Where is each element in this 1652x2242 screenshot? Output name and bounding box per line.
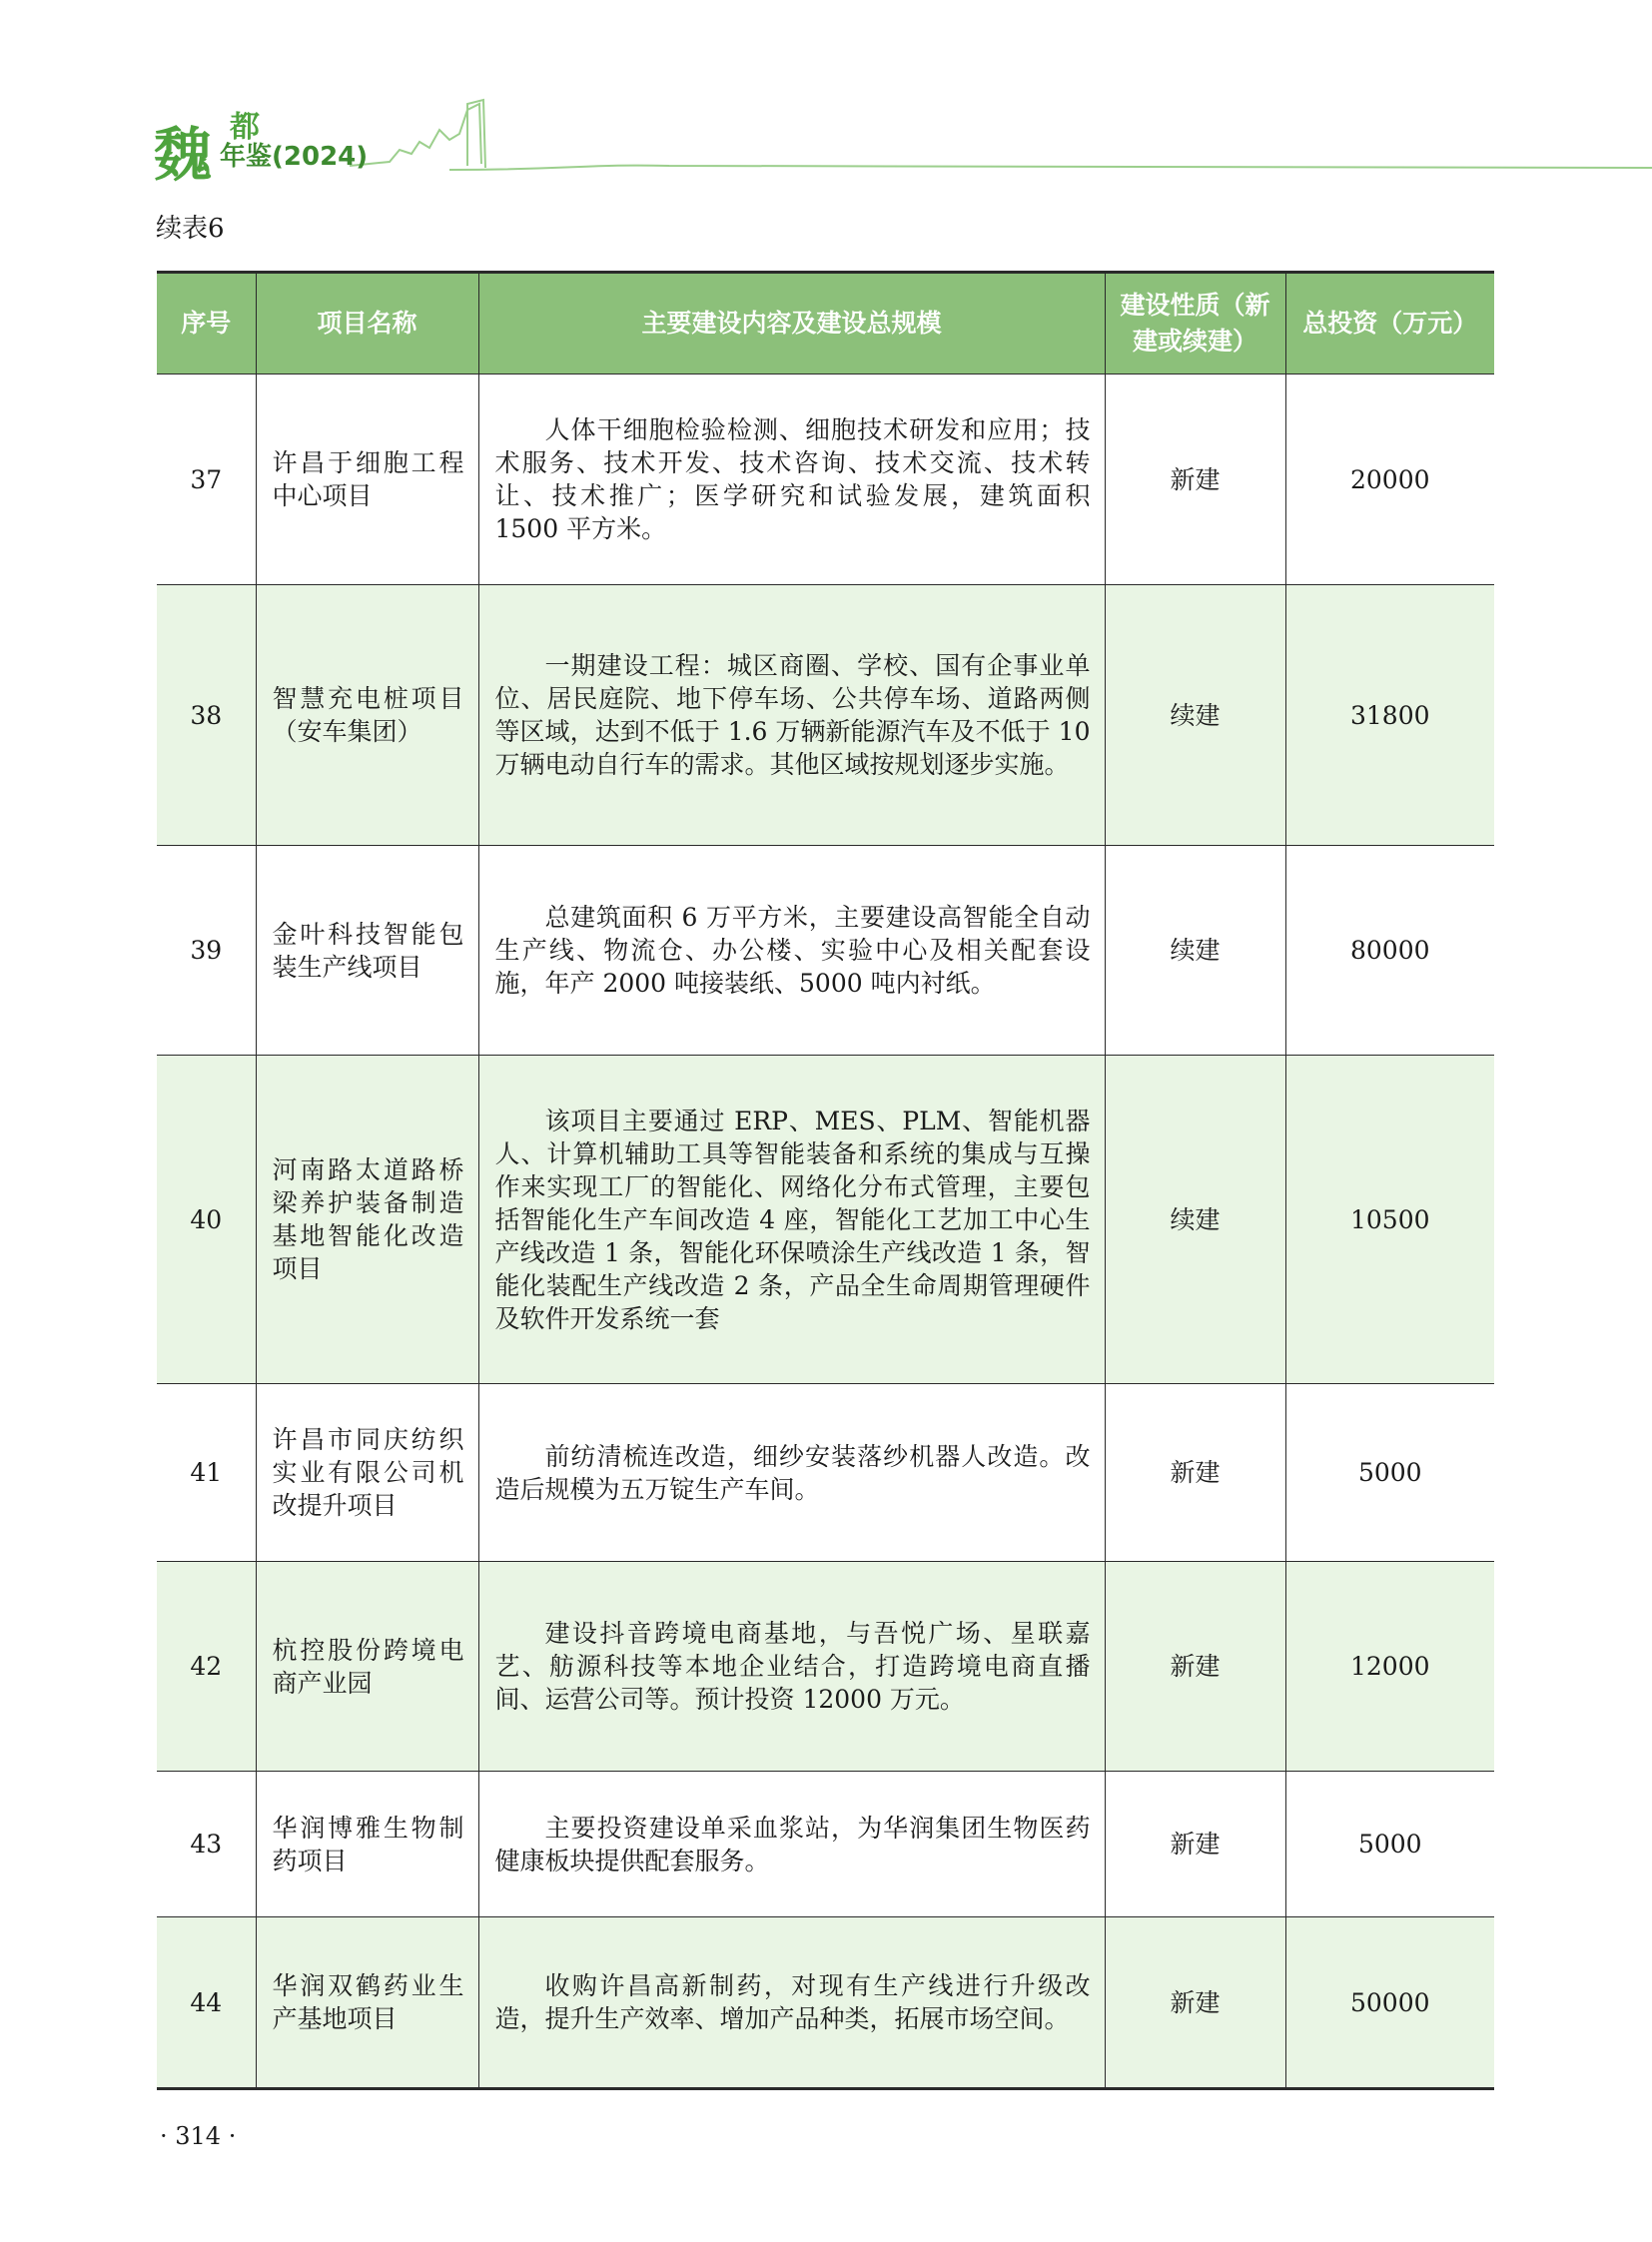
- row-name: 许昌于细胞工程中心项目: [256, 374, 478, 585]
- row-investment: 20000: [1285, 374, 1494, 585]
- row-content: 该项目主要通过 ERP、MES、PLM、智能机器人、计算机辅助工具等智能装备和系统的集成与互操作来实现工厂的智能化、网络化分布式管理，主要包括智能化生产车间改造 4 座，智能化工艺加工中心生产线改造 1 条，智能化环保喷涂生产线改造 1 条，智能化装配生产线改造 2 条，产品全生命周期管理硬件及软件开发系统一套: [478, 1056, 1105, 1384]
- table-row: [157, 1772, 1494, 1917]
- row-content: 收购许昌高新制药，对现有生产线进行升级改造，提升生产效率、增加产品种类，拓展市场空间。: [478, 1917, 1105, 2089]
- projects-table: [157, 271, 1494, 2090]
- row-nature: 新建: [1105, 1562, 1285, 1772]
- table-header-row: [157, 273, 1494, 374]
- header-no: 序号: [157, 273, 256, 374]
- row-no: 38: [157, 585, 256, 846]
- table-row: [157, 1917, 1494, 2089]
- row-name: 许昌市同庆纺织实业有限公司机改提升项目: [256, 1384, 478, 1562]
- row-investment: 5000: [1285, 1384, 1494, 1562]
- table-row: [157, 846, 1494, 1056]
- row-no: 44: [157, 1917, 256, 2089]
- header-investment: 总投资（万元）: [1285, 273, 1494, 374]
- row-content: 人体干细胞检验检测、细胞技术研发和应用；技术服务、技术开发、技术咨询、技术交流、技术转让、技术推广；医学研究和试验发展，建筑面积 1500 平方米。: [478, 374, 1105, 585]
- row-no: 39: [157, 846, 256, 1056]
- row-no: 41: [157, 1384, 256, 1562]
- row-investment: 5000: [1285, 1772, 1494, 1917]
- yearbook-title: 年鉴(2024): [220, 142, 369, 172]
- table-row: [157, 374, 1494, 585]
- row-investment: 50000: [1285, 1917, 1494, 2089]
- row-content: 建设抖音跨境电商基地，与吾悦广场、星联嘉艺、舫源科技等本地企业结合，打造跨境电商直播间、运营公司等。预计投资 12000 万元。: [478, 1562, 1105, 1772]
- row-content: 一期建设工程：城区商圈、学校、国有企事业单位、居民庭院、地下停车场、公共停车场、道路两侧等区域，达到不低于 1.6 万辆新能源汽车及不低于 10 万辆电动自行车的需求。其他区域按规划逐步实施。: [478, 585, 1105, 846]
- row-investment: 12000: [1285, 1562, 1494, 1772]
- row-nature: 新建: [1105, 374, 1285, 585]
- logo-sub-mark: 都: [230, 110, 260, 145]
- row-name: 河南路太道路桥梁养护装备制造基地智能化改造项目: [256, 1056, 478, 1384]
- row-name: 智慧充电桩项目（安车集团）: [256, 585, 478, 846]
- row-no: 43: [157, 1772, 256, 1917]
- row-content: 主要投资建设单采血浆站，为华润集团生物医药健康板块提供配套服务。: [478, 1772, 1105, 1917]
- page-header: [150, 90, 1652, 189]
- row-nature: 续建: [1105, 1056, 1285, 1384]
- row-content: 总建筑面积 6 万平方米，主要建设高智能全自动生产线、物流仓、办公楼、实验中心及相关配套设施，年产 2000 吨接装纸、5000 吨内衬纸。: [478, 846, 1105, 1056]
- table-caption: 续表6: [156, 214, 225, 244]
- skyline-decoration: [150, 90, 1652, 180]
- row-no: 37: [157, 374, 256, 585]
- table-row: [157, 1384, 1494, 1562]
- row-name: 华润双鹤药业生产基地项目: [256, 1917, 478, 2089]
- header-nature: 建设性质（新建或续建）: [1105, 273, 1285, 374]
- header-content: 主要建设内容及建设总规模: [478, 273, 1105, 374]
- row-name: 金叶科技智能包装生产线项目: [256, 846, 478, 1056]
- page-number: · 314 ·: [160, 2122, 237, 2150]
- logo-mark: 魏: [154, 121, 213, 189]
- table-row: [157, 585, 1494, 846]
- row-nature: 新建: [1105, 1917, 1285, 2089]
- row-no: 40: [157, 1056, 256, 1384]
- row-content: 前纺清梳连改造，细纱安装落纱机器人改造。改造后规模为五万锭生产车间。: [478, 1384, 1105, 1562]
- row-name: 杭控股份跨境电商产业园: [256, 1562, 478, 1772]
- row-investment: 10500: [1285, 1056, 1494, 1384]
- row-nature: 新建: [1105, 1772, 1285, 1917]
- row-no: 42: [157, 1562, 256, 1772]
- table-row: [157, 1562, 1494, 1772]
- row-nature: 续建: [1105, 585, 1285, 846]
- table-row: [157, 1056, 1494, 1384]
- row-nature: 新建: [1105, 1384, 1285, 1562]
- header-name: 项目名称: [256, 273, 478, 374]
- row-investment: 31800: [1285, 585, 1494, 846]
- row-name: 华润博雅生物制药项目: [256, 1772, 478, 1917]
- row-investment: 80000: [1285, 846, 1494, 1056]
- row-nature: 续建: [1105, 846, 1285, 1056]
